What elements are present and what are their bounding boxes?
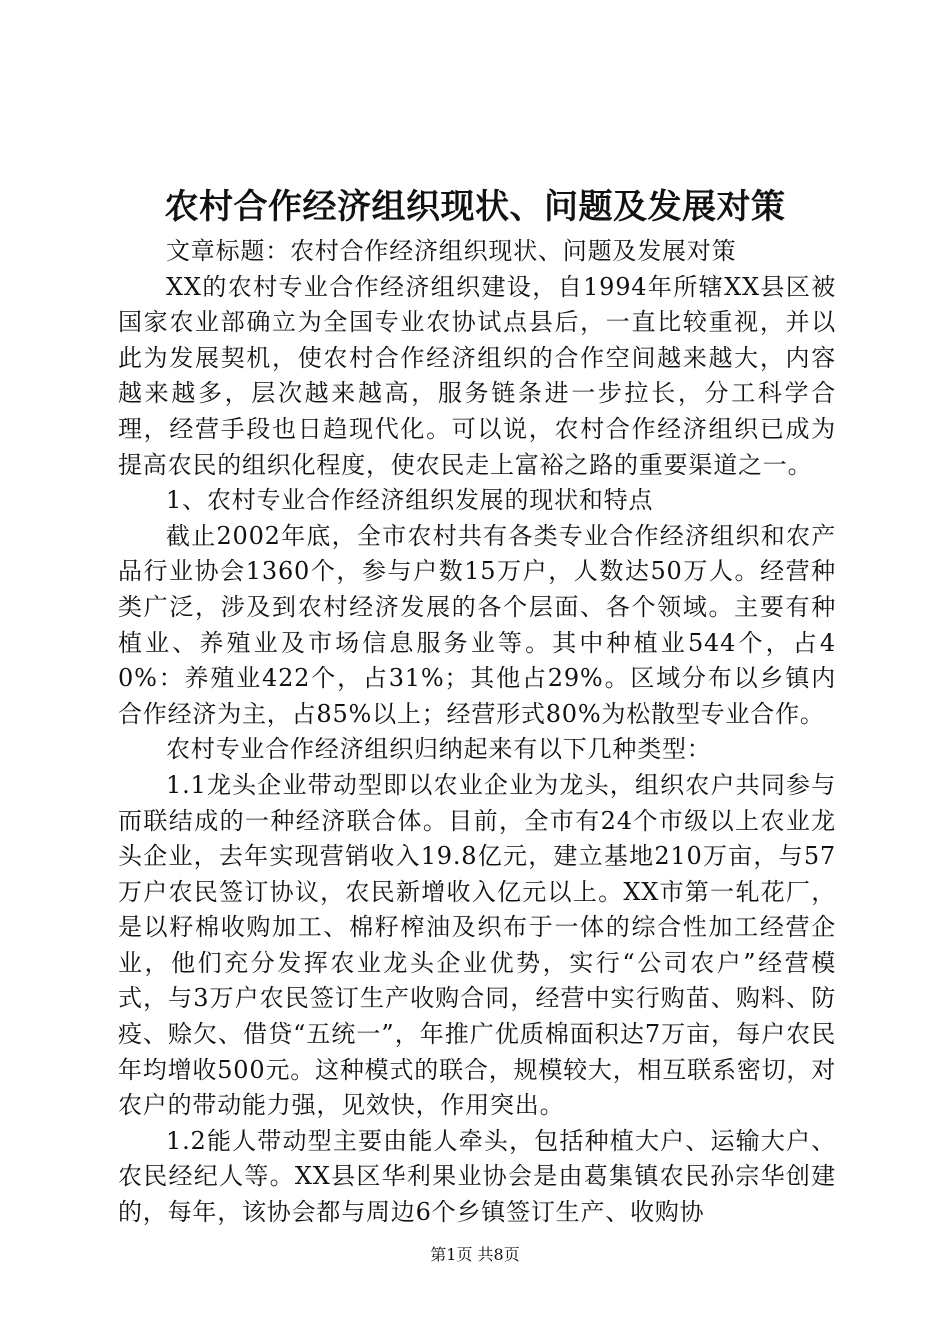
document-title: 农村合作经济组织现状、问题及发展对策 (164, 187, 786, 227)
intro-paragraph: XX的农村专业合作经济组织建设，自1994年所辖XX县区被国家农业部确立为全国专业农协试点县后，一直比较重视，并以此为发展契机，使农村合作经济组织的合作空间越来越大，内容越来越多，层次越来越高，服务链条进一步拉长，分工科学合理，经营手段也日趋现代化。可以说，农村合作经济组织已成为提高农民的组织化程度，使农民走上富裕之路的重要渠道之一。 (118, 272, 836, 479)
section-heading: 1、农村专业合作经济组织发展的现状和特点 (166, 486, 654, 515)
status-paragraph: 截止2002年底，全市农村共有各类专业合作经济组织和农产品行业协会1360个，参与户数15万户，人数达50万人。经营种类广泛，涉及到农村经济发展的各个层面、各个领域。主要有种植业、养殖业及市场信息服务业等。其中种植业544个，占40%：养殖业422个，占31%；其他占29%。区域分布以乡镇内合作经济为主，占85%以上；经营形式80%为松散型专业合作。 (118, 521, 836, 728)
types-intro-paragraph: 农村专业合作经济组织归纳起来有以下几种类型： (166, 735, 712, 764)
type-1-1-paragraph: 1.1龙头企业带动型即以农业企业为龙头，组织农户共同参与而联结成的一种经济联合体。目前，全市有24个市级以上农业龙头企业，去年实现营销收入19.8亿元，建立基地210万亩，与57万户农民签订协议，农民新增收入亿元以上。XX市第一轧花厂，是以籽棉收购加工、棉籽榨油及织布于一体的综合性加工经营企业，他们充分发挥农业龙头企业优势，实行“公司农户”经营模式，与3万户农民签订生产收购合同，经营中实行购苗、购料、防疫、赊欠、借贷“五统一”，年推广优质棉面积达7万亩，每户农民年均增收500元。这种模式的联合，规模较大，相互联系密切，对农户的带动能力强，见效快，作用突出。 (118, 770, 836, 1120)
type-1-2-paragraph: 1.2能人带动型主要由能人牵头，包括种植大户、运输大户、农民经纪人等。XX县区华利果业协会是由葛集镇农民孙宗华创建的，每年，该协会都与周边6个乡镇签订生产、收购协 (118, 1126, 836, 1227)
page-number-footer: 第1页 共8页 (430, 1245, 520, 1264)
document-body (118, 234, 836, 1231)
article-heading-line: 文章标题：农村合作经济组织现状、问题及发展对策 (166, 237, 737, 265)
